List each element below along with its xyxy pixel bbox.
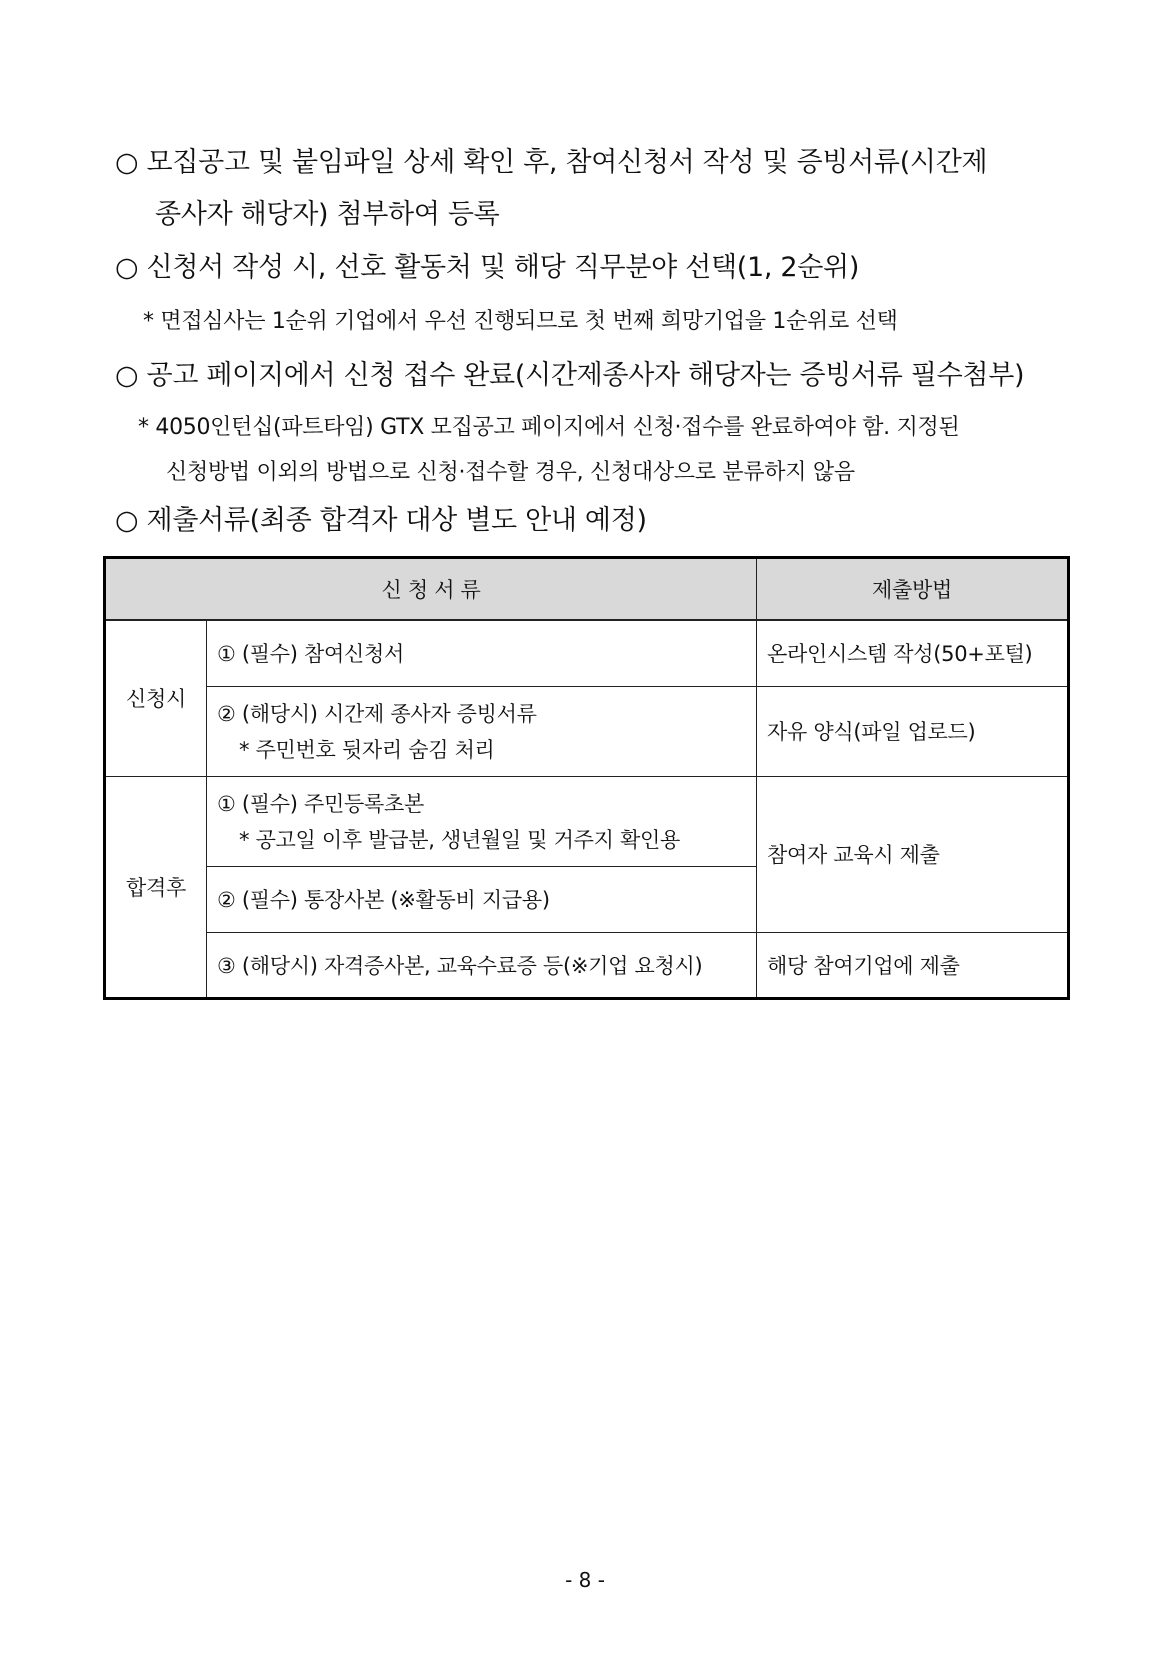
bullet-3: ○ 공고 페이지에서 신청 접수 완료(시간제종사자 해당자는 증빙서류 필수첨부) — [115, 360, 1025, 391]
header-documents: 신 청 서 류 — [105, 558, 757, 621]
method-free-form: 자유 양식(파일 업로드) — [757, 686, 1069, 776]
doc-part-time-proof — [207, 686, 757, 776]
doc-part-time-proof-note: * 주민번호 뒷자리 숨김 처리 — [239, 738, 495, 762]
table-row — [105, 776, 1069, 866]
doc-resident-register-note: * 공고일 이후 발급분, 생년월일 및 거주지 확인용 — [239, 828, 680, 852]
table-header-row — [105, 558, 1069, 621]
doc-resident-register — [207, 776, 757, 866]
bullet-2-note: * 면접심사는 1순위 기업에서 우선 진행되므로 첫 번째 희망기업을 1순위로 선택 — [143, 309, 898, 334]
bullet-2: ○ 신청서 작성 시, 선호 활동처 및 해당 직무분야 선택(1, 2순위) — [115, 252, 860, 283]
page-number: - 8 - — [565, 1568, 605, 1592]
category-apply: 신청시 — [105, 620, 207, 776]
doc-bankbook-copy: ② (필수) 통장사본 (※활동비 지급용) — [207, 866, 757, 932]
header-submission-method: 제출방법 — [757, 558, 1069, 621]
doc-resident-register-label: ① (필수) 주민등록초본 — [217, 792, 424, 816]
doc-part-time-proof-label: ② (해당시) 시간제 종사자 증빙서류 — [217, 702, 537, 726]
table-row — [105, 686, 1069, 776]
table-row — [105, 932, 1069, 998]
doc-certificates: ③ (해당시) 자격증사본, 교육수료증 등(※기업 요청시) — [207, 932, 757, 998]
method-online-system: 온라인시스템 작성(50+포털) — [757, 620, 1069, 686]
bullet-3-note-line-2: 신청방법 이외의 방법으로 신청·접수할 경우, 신청대상으로 분류하지 않음 — [166, 460, 855, 485]
bullet-1-line-1: ○ 모집공고 및 붙임파일 상세 확인 후, 참여신청서 작성 및 증빙서류(시간제 — [115, 147, 988, 178]
method-to-company: 해당 참여기업에 제출 — [757, 932, 1069, 998]
method-at-training: 참여자 교육시 제출 — [757, 776, 1069, 932]
table-row — [105, 620, 1069, 686]
doc-application-form: ① (필수) 참여신청서 — [207, 620, 757, 686]
bullet-4: ○ 제출서류(최종 합격자 대상 별도 안내 예정) — [115, 505, 647, 536]
bullet-3-note-line-1: * 4050인턴십(파트타임) GTX 모집공고 페이지에서 신청·접수를 완료하여야 함. 지정된 — [138, 415, 960, 440]
bullet-1-line-2: 종사자 해당자) 첨부하여 등록 — [155, 199, 500, 230]
category-after-pass: 합격후 — [105, 776, 207, 998]
submission-documents-table — [103, 556, 1070, 1000]
